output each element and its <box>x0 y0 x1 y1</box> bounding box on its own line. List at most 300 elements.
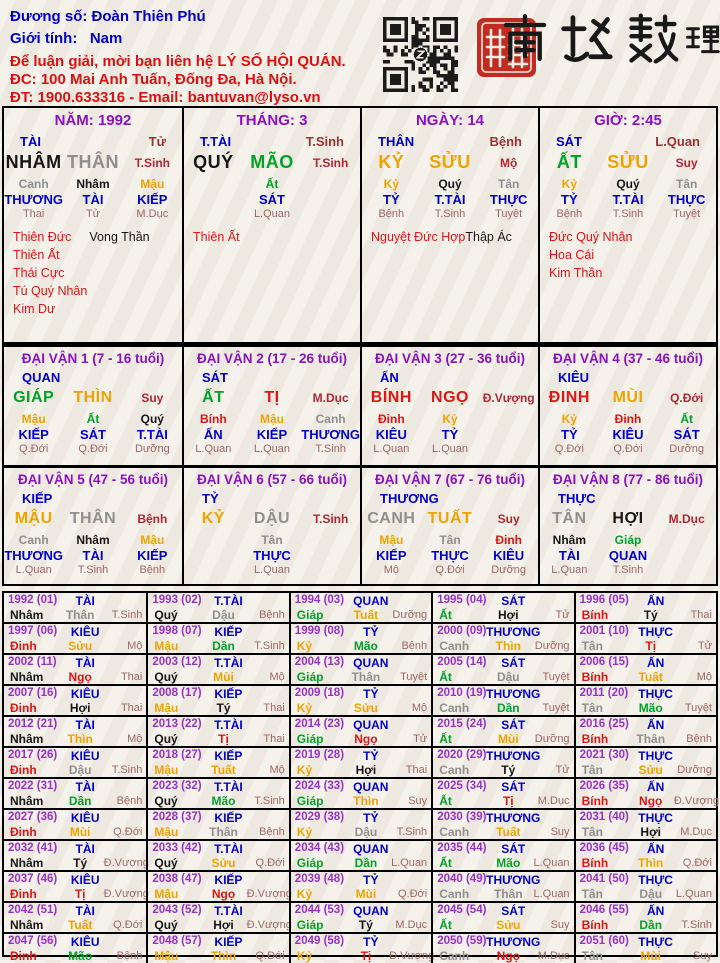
year-cell-2029 <box>289 808 431 839</box>
dai-van-stage: Đ.Vượng <box>482 391 535 405</box>
dai-van-branch: TỊ <box>264 389 280 406</box>
hidden-stem-group <box>540 412 599 457</box>
year-god-label: ẤN <box>646 780 665 794</box>
dai-van-title: ĐẠI VẬN 1 (7 - 16 tuổi) <box>21 351 165 366</box>
year-branch: Ngọ <box>211 887 236 901</box>
year-stem: Giáp <box>296 732 324 746</box>
contact-invite-line: Để luận giải, mời bạn liên hệ LÝ SỐ HỘI QUÁN. <box>10 53 346 70</box>
pillar-1 <box>4 108 182 342</box>
hidden-stem: Mậu <box>259 412 284 426</box>
year-number: 2047 (56) <box>8 935 58 947</box>
year-line1 <box>433 935 573 949</box>
hidden-stage: Thai <box>22 208 45 220</box>
year-number: 2024 (33) <box>294 780 345 792</box>
hidden-stem: Kỷ <box>561 177 577 191</box>
year-cell-2037 <box>4 870 149 901</box>
year-cell-2038 <box>146 870 292 901</box>
hidden-stage: L.Quan <box>15 564 52 576</box>
year-god-label: THỰC <box>638 749 673 763</box>
year-line2 <box>433 856 573 870</box>
year-line2 <box>291 639 431 653</box>
star-line <box>371 228 538 246</box>
dai-van-stage: M.Dục <box>668 512 705 526</box>
year-cell-2032 <box>4 839 149 870</box>
hidden-god-label: TỶ <box>383 192 400 207</box>
hidden-stage: T.Sinh <box>77 564 109 576</box>
hidden-stage: Tử <box>85 208 101 220</box>
year-stem: Bính <box>581 856 609 870</box>
hidden-stem-group <box>540 533 599 578</box>
year-number: 1997 (06) <box>8 625 58 637</box>
hidden-stage: Dưỡng <box>491 564 527 576</box>
year-line2 <box>4 918 146 932</box>
pillar-stage-label: Tử <box>148 134 166 149</box>
year-number: 2050 (59) <box>437 935 487 947</box>
year-number: 2012 (21) <box>8 718 58 730</box>
year-stage: Dưỡng <box>534 733 570 745</box>
year-stage: Đ.Vượng <box>389 950 435 962</box>
pillar-title: NĂM: 1992 <box>54 112 132 129</box>
year-stem: Đinh <box>10 887 37 901</box>
hidden-stems-row <box>184 412 360 457</box>
year-number: 2032 (41) <box>8 842 58 854</box>
hidden-stage: L.Quan <box>253 564 291 576</box>
year-god-label: TỶ <box>363 625 379 639</box>
hidden-god-label: THỰC <box>253 548 291 563</box>
year-branch: Dần <box>68 794 92 808</box>
year-cell-1996 <box>574 593 716 622</box>
year-number: 2051 (60) <box>579 935 629 947</box>
year-line2 <box>433 825 573 839</box>
year-line1 <box>4 687 146 701</box>
year-stage: L.Quan <box>533 857 570 869</box>
year-branch: Tị <box>360 949 372 963</box>
year-god-label: TỶ <box>363 873 379 887</box>
year-stage: M.Dục <box>395 919 428 931</box>
hidden-stage: Q.Đới <box>554 443 584 455</box>
year-branch: Tuất <box>353 608 379 622</box>
year-stage: Q.Đới <box>113 826 143 838</box>
year-god-label: KIÊU <box>70 811 100 825</box>
year-number: 2037 (46) <box>8 873 58 885</box>
year-stem: Nhâm <box>10 918 44 932</box>
star-line <box>13 264 182 282</box>
year-branch: Mùi <box>640 949 662 963</box>
star-line <box>13 246 182 264</box>
year-stem: Bính <box>581 670 609 684</box>
year-number: 2034 (43) <box>294 842 345 854</box>
pillar-branch: SỬU <box>429 152 471 172</box>
year-cell-2007 <box>4 684 146 715</box>
year-line1 <box>433 780 573 794</box>
year-stage: Đ.Vượng <box>246 919 292 931</box>
year-line2 <box>576 949 716 963</box>
hidden-stage: Q.Đới <box>435 564 465 576</box>
year-line2 <box>4 856 149 870</box>
year-stem: Mậu <box>154 639 179 653</box>
dai-van-branch: NGỌ <box>431 389 469 406</box>
hidden-stem: Mậu <box>140 533 165 547</box>
pillar-stars-list <box>362 228 538 246</box>
hidden-god-label: TỶ <box>441 427 459 442</box>
pillar-stars-list <box>4 228 182 318</box>
hidden-god-label: KIẾP <box>376 548 407 563</box>
year-number: 2025 (34) <box>437 780 487 792</box>
pillar-god-label: THÂN <box>378 134 415 149</box>
year-god-label: THƯƠNG <box>486 935 541 949</box>
year-cell-2046 <box>574 901 716 932</box>
dai-van-stem-branch-row <box>4 389 182 407</box>
year-cell-1992 <box>4 593 146 622</box>
pillar-stem: QUÝ <box>193 152 234 172</box>
year-branch: Thìn <box>353 794 379 808</box>
year-line2 <box>4 639 146 653</box>
hidden-stem-group <box>243 412 302 457</box>
phone-email-line: ĐT: 1900.633316 - Email: bantuvan@lyso.vn <box>10 89 321 106</box>
year-god-label: TỶ <box>363 935 379 949</box>
hidden-stage: Mộ <box>383 564 399 576</box>
year-stem: Mậu <box>154 825 179 839</box>
year-god-label: QUAN <box>353 904 389 918</box>
year-branch: Tý <box>216 701 231 715</box>
year-stem: Đinh <box>10 949 37 963</box>
year-branch: Tuất <box>638 670 663 684</box>
year-stage: Q.Đới <box>255 950 285 962</box>
pillar-branch: SỬU <box>607 152 649 172</box>
year-line2 <box>433 949 573 963</box>
year-number: 2039 (48) <box>294 873 345 885</box>
dai-van-stem: TÂN <box>552 510 587 527</box>
hidden-stage: T.Sinh <box>315 443 346 455</box>
year-line2 <box>433 887 573 901</box>
year-god-label: THỰC <box>638 687 673 701</box>
year-god-label: ẤN <box>646 718 665 732</box>
year-stage: Dưỡng <box>534 640 570 652</box>
year-branch: Thìn <box>495 639 521 653</box>
hidden-stems-row <box>540 412 716 457</box>
dai-van-stage: Bệnh <box>137 512 168 526</box>
year-cell-2014 <box>289 715 431 746</box>
year-branch: Mùi <box>497 732 519 746</box>
hidden-god-label: KIÊU <box>493 548 525 563</box>
inauspicious-star: Vong Thần <box>89 230 150 244</box>
hidden-stem-group <box>657 533 716 578</box>
pillar-stars-list <box>184 228 360 246</box>
year-number: 2029 (38) <box>294 811 345 823</box>
year-line2 <box>291 856 431 870</box>
hidden-stage: L.Quan <box>431 443 469 455</box>
year-god-label: KIẾP <box>214 625 243 639</box>
year-cell-2041 <box>574 870 716 901</box>
year-stem: Canh <box>439 825 470 839</box>
year-god-label: THỰC <box>638 873 673 887</box>
year-stage: Tuyệt <box>684 702 712 714</box>
pillar-stage: Mộ <box>500 155 518 170</box>
hidden-stem-group <box>599 412 658 457</box>
year-stem: Canh <box>439 949 470 963</box>
year-line2 <box>148 949 288 963</box>
year-line1 <box>291 873 431 887</box>
year-branch: Tuất <box>211 763 236 777</box>
year-stage: T.Sinh <box>681 919 712 931</box>
hidden-god-label: KIẾP <box>18 427 49 442</box>
year-stage: Bệnh <box>116 795 143 807</box>
hidden-stem-group <box>599 533 658 578</box>
dai-van-stem-branch-row <box>362 389 538 407</box>
year-branch: Dần <box>496 701 520 715</box>
year-cell-2024 <box>289 777 431 808</box>
hidden-god-label: ẤN <box>203 427 223 442</box>
year-line1 <box>148 873 288 887</box>
hidden-stem: Nhâm <box>76 177 110 191</box>
year-stem: Đinh <box>10 639 37 653</box>
dai-van-1 <box>4 347 182 465</box>
hidden-stage: T.Sinh <box>612 564 644 576</box>
year-stem: Kỷ <box>296 639 313 653</box>
dai-van-stem-branch-row <box>540 510 716 528</box>
year-line1 <box>148 904 288 918</box>
year-cell-2045 <box>431 901 573 932</box>
dai-van-branch: DẬU <box>253 510 291 527</box>
hidden-stem: Mậu <box>140 177 165 191</box>
year-line2 <box>148 639 288 653</box>
hidden-stem-group <box>479 533 538 578</box>
year-god-label: T.TÀI <box>214 842 243 856</box>
year-stage: Thai <box>120 671 143 683</box>
dai-van-title: ĐẠI VẬN 8 (77 - 86 tuổi) <box>552 472 704 487</box>
year-number: 2000 (09) <box>437 625 487 637</box>
hidden-stem-group <box>243 177 302 222</box>
year-god-label: QUAN <box>353 842 389 856</box>
year-stage: Bệnh <box>259 609 285 621</box>
year-cell-2036 <box>574 839 716 870</box>
year-number: 1992 (01) <box>8 594 58 606</box>
hidden-stage: Bệnh <box>378 208 405 220</box>
hidden-god-label: THỰC <box>431 548 469 563</box>
year-number: 2049 (58) <box>294 935 345 947</box>
hidden-stem: Bính <box>199 412 227 426</box>
year-stage: L.Quan <box>533 888 570 900</box>
hidden-stem-group <box>479 177 538 222</box>
year-stage: Đ.Vượng <box>673 795 720 807</box>
year-line2 <box>576 825 716 839</box>
year-cell-1997 <box>4 622 146 653</box>
hidden-god-label: TÀI <box>558 548 580 563</box>
year-god-label: TÀI <box>75 594 95 608</box>
year-branch: Hợi <box>640 825 661 839</box>
year-branch: Hợi <box>355 763 377 777</box>
year-line2 <box>291 608 431 622</box>
year-stage: T.Sinh <box>254 640 285 652</box>
year-line2 <box>576 887 716 901</box>
calligraphy-glyph-so <box>624 10 680 68</box>
year-number: 2021 (30) <box>579 749 629 761</box>
year-god-label: QUAN <box>353 718 389 732</box>
gender-line: Giới tính: Nam <box>10 30 123 47</box>
year-number: 2014 (23) <box>294 718 345 730</box>
year-branch: Tị <box>502 794 514 808</box>
year-branch: Dậu <box>68 763 92 777</box>
pillar-4 <box>538 108 716 342</box>
hidden-stage: L.Quan <box>253 208 291 220</box>
hidden-stems-row <box>4 177 182 222</box>
hidden-stem: Kỷ <box>383 177 399 191</box>
pillar-stem-branch-row <box>4 152 182 173</box>
year-stage: Tử <box>555 609 570 621</box>
year-number: 2036 (45) <box>579 842 629 854</box>
year-stage: Dưỡng <box>677 764 712 776</box>
year-cell-2004 <box>289 653 431 684</box>
hidden-stem-group <box>599 177 658 222</box>
hidden-god-label: KIẾP <box>137 548 168 563</box>
hidden-stem: Tân <box>439 533 461 547</box>
pillar-stem-branch-row <box>362 152 538 173</box>
year-line2 <box>433 732 573 746</box>
year-line2 <box>4 794 146 808</box>
hidden-stems-row <box>362 412 538 457</box>
hidden-stems-row <box>4 412 182 457</box>
year-god-label: KIÊU <box>70 749 100 763</box>
year-line1 <box>433 904 573 918</box>
year-cell-2022 <box>4 777 146 808</box>
dai-van-title: ĐẠI VẬN 4 (37 - 46 tuổi) <box>552 351 704 366</box>
dai-van-5 <box>4 465 182 584</box>
year-god-label: KIÊU <box>70 625 100 639</box>
year-stem: Canh <box>439 639 470 653</box>
year-stage: Tuyệt <box>400 671 428 683</box>
year-stage: Bệnh <box>116 950 143 962</box>
hidden-stem: Ất <box>680 412 693 426</box>
year-cell-2028 <box>146 808 288 839</box>
year-cell-2026 <box>574 777 720 808</box>
pillar-stage: Suy <box>675 155 698 170</box>
calligraphy-glyph-nam <box>499 10 551 66</box>
year-branch: Sửu <box>353 701 378 715</box>
year-god-label: T.TÀI <box>214 780 243 794</box>
year-stage: T.Sinh <box>111 609 143 621</box>
pillar-2 <box>182 108 360 342</box>
year-god-label: THƯƠNG <box>486 687 541 701</box>
year-branch: Sửu <box>638 763 663 777</box>
year-stem: Nhâm <box>10 794 44 808</box>
year-number: 2002 (11) <box>8 656 57 668</box>
year-stem: Tân <box>581 763 603 777</box>
year-stage: Bệnh <box>401 640 428 652</box>
pillar-stage-label: Bệnh <box>489 134 522 149</box>
year-line1 <box>291 687 431 701</box>
year-branch: Tuất <box>67 918 93 932</box>
dai-van-4 <box>538 347 716 465</box>
year-line1 <box>148 718 288 732</box>
year-branch: Thìn <box>210 949 237 963</box>
year-cell-2049 <box>289 932 435 963</box>
year-cell-2013 <box>146 715 288 746</box>
hidden-stems-row <box>184 533 360 578</box>
year-stage: L.Quan <box>675 888 712 900</box>
year-line2 <box>291 763 431 777</box>
year-god-label: TÀI <box>75 780 95 794</box>
year-number: 2001 (10) <box>579 625 629 637</box>
dai-van-stem-branch-row <box>540 389 716 407</box>
year-god-label: KIẾP <box>214 687 243 701</box>
year-stem: Đinh <box>10 825 37 839</box>
auspicious-star: Hoa Cái <box>549 248 595 262</box>
year-branch: Dậu <box>496 670 520 684</box>
dai-van-title: ĐẠI VẬN 6 (57 - 66 tuổi) <box>196 472 348 487</box>
hidden-stem: Tân <box>497 177 520 191</box>
year-cell-2034 <box>289 839 431 870</box>
year-god-label: SÁT <box>501 842 526 856</box>
hidden-stem-group <box>4 533 63 578</box>
year-god-label: TÀI <box>75 656 95 670</box>
dai-van-god-label: TỶ <box>202 491 219 506</box>
year-line1 <box>148 594 288 608</box>
hidden-stem: Đinh <box>495 533 522 547</box>
year-god-label: KIÊU <box>70 935 100 949</box>
year-god-label: QUAN <box>353 594 389 608</box>
year-line1 <box>433 842 573 856</box>
year-cell-2018 <box>146 746 288 777</box>
year-god-label: TỶ <box>363 811 379 825</box>
year-line1 <box>4 718 146 732</box>
year-cell-1998 <box>146 622 288 653</box>
year-stem: Kỷ <box>296 949 313 963</box>
year-branch: Dần <box>639 918 663 932</box>
year-number: 2004 (13) <box>294 656 345 668</box>
year-branch: Thân <box>351 670 381 684</box>
year-number: 2017 (26) <box>8 749 58 761</box>
pillar-god-row <box>362 134 538 149</box>
hidden-stem: Quý <box>140 412 164 426</box>
year-line1 <box>148 656 288 670</box>
hidden-stem-group <box>362 177 421 222</box>
year-stage: Q.Đới <box>255 857 285 869</box>
year-stem: Mậu <box>154 763 179 777</box>
year-line1 <box>433 625 573 639</box>
year-stem: Quý <box>154 918 178 932</box>
year-stem: Canh <box>439 701 470 715</box>
year-line1 <box>4 811 146 825</box>
year-cell-2002 <box>4 653 146 684</box>
year-line1 <box>148 811 288 825</box>
year-number: 2044 (53) <box>294 904 345 916</box>
year-line1 <box>576 780 716 794</box>
auspicious-star: Thái Cực <box>13 266 65 280</box>
hidden-god-label: KIÊU <box>375 427 407 442</box>
dai-van-stem: GIÁP <box>13 389 55 406</box>
year-line1 <box>148 625 288 639</box>
hidden-stem-group <box>4 412 63 457</box>
year-stem: Giáp <box>296 794 324 808</box>
year-stage: Q.Đới <box>682 857 712 869</box>
four-pillars-grid <box>2 106 718 344</box>
dai-van-branch: MÙI <box>612 389 644 406</box>
year-stem: Ất <box>439 608 452 622</box>
year-stage: T.Sinh <box>111 764 143 776</box>
hidden-stage: Dưỡng <box>134 443 170 455</box>
year-cell-1999 <box>289 622 431 653</box>
hidden-stems-row <box>540 177 716 222</box>
star-line <box>13 282 182 300</box>
hidden-stem: Tân <box>261 533 283 547</box>
year-number: 2028 (37) <box>152 811 202 823</box>
auspicious-star: Đức Quý Nhân <box>549 230 633 244</box>
year-branch: Hợi <box>498 608 519 622</box>
year-number: 2005 (14) <box>437 656 487 668</box>
hidden-stem-group <box>657 177 716 222</box>
year-cell-2039 <box>289 870 431 901</box>
year-line2 <box>291 794 431 808</box>
